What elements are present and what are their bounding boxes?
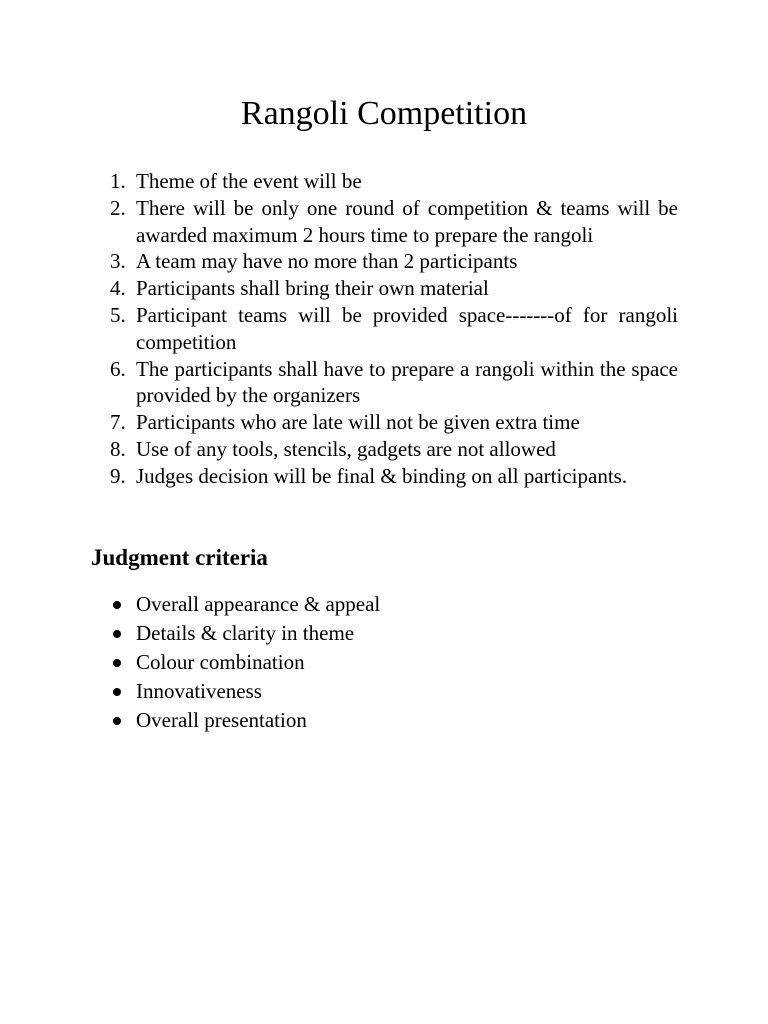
rule-text: Participants who are late will not be given extra time	[136, 410, 580, 435]
rule-number: 6.	[110, 356, 126, 381]
criteria-heading: Judgment criteria	[91, 545, 268, 570]
rule-number: 4.	[110, 276, 126, 301]
rule-text: Participants shall bring their own material	[136, 276, 489, 301]
rule-item	[110, 275, 678, 302]
rule-text: Theme of the event will be	[136, 169, 362, 193]
rule-text: A team may have no more than 2 participants	[136, 249, 518, 274]
criteria-list	[110, 590, 380, 735]
page-title: Rangoli Competition	[240, 95, 528, 132]
criteria-text: Innovativeness	[136, 679, 262, 703]
bullet-icon	[113, 630, 121, 638]
rule-item	[110, 463, 678, 490]
criteria-item	[110, 590, 380, 619]
rule-item	[110, 356, 678, 410]
rule-item	[110, 302, 678, 356]
rule-item	[110, 436, 678, 463]
rule-text: Participant teams will be provided space-------of for rangoli competition	[136, 302, 678, 354]
criteria-text: Colour combination	[136, 650, 305, 674]
rule-number: 9.	[110, 463, 126, 488]
rule-number: 2.	[110, 195, 126, 220]
rule-text: The participants shall have to prepare a rangoli within the space provided by the organizers	[136, 356, 678, 408]
rule-number: 1.	[110, 169, 126, 193]
bullet-icon	[113, 717, 121, 725]
rule-number: 8.	[110, 436, 126, 461]
rule-text: There will be only one round of competition & teams will be awarded maximum 2 hours time to prepare the rangoli	[136, 195, 678, 247]
criteria-text: Overall presentation	[136, 708, 307, 732]
criteria-item	[110, 706, 380, 735]
criteria-item	[110, 619, 380, 648]
rule-text: Use of any tools, stencils, gadgets are not allowed	[136, 436, 556, 461]
rule-text: Judges decision will be final & binding on all participants.	[136, 463, 628, 488]
bullet-icon	[113, 659, 121, 667]
criteria-text: Overall appearance & appeal	[136, 592, 381, 616]
rule-item	[110, 409, 678, 436]
rule-item	[110, 248, 678, 275]
rule-item	[110, 168, 678, 195]
rule-number: 7.	[110, 410, 126, 435]
bullet-icon	[113, 601, 121, 609]
rules-list	[110, 168, 678, 490]
rule-item	[110, 195, 678, 249]
rule-number: 3.	[110, 249, 126, 274]
bullet-icon	[113, 688, 121, 696]
rule-number: 5.	[110, 302, 126, 327]
criteria-item	[110, 677, 380, 706]
criteria-item	[110, 648, 380, 677]
criteria-text: Details & clarity in theme	[136, 621, 355, 645]
